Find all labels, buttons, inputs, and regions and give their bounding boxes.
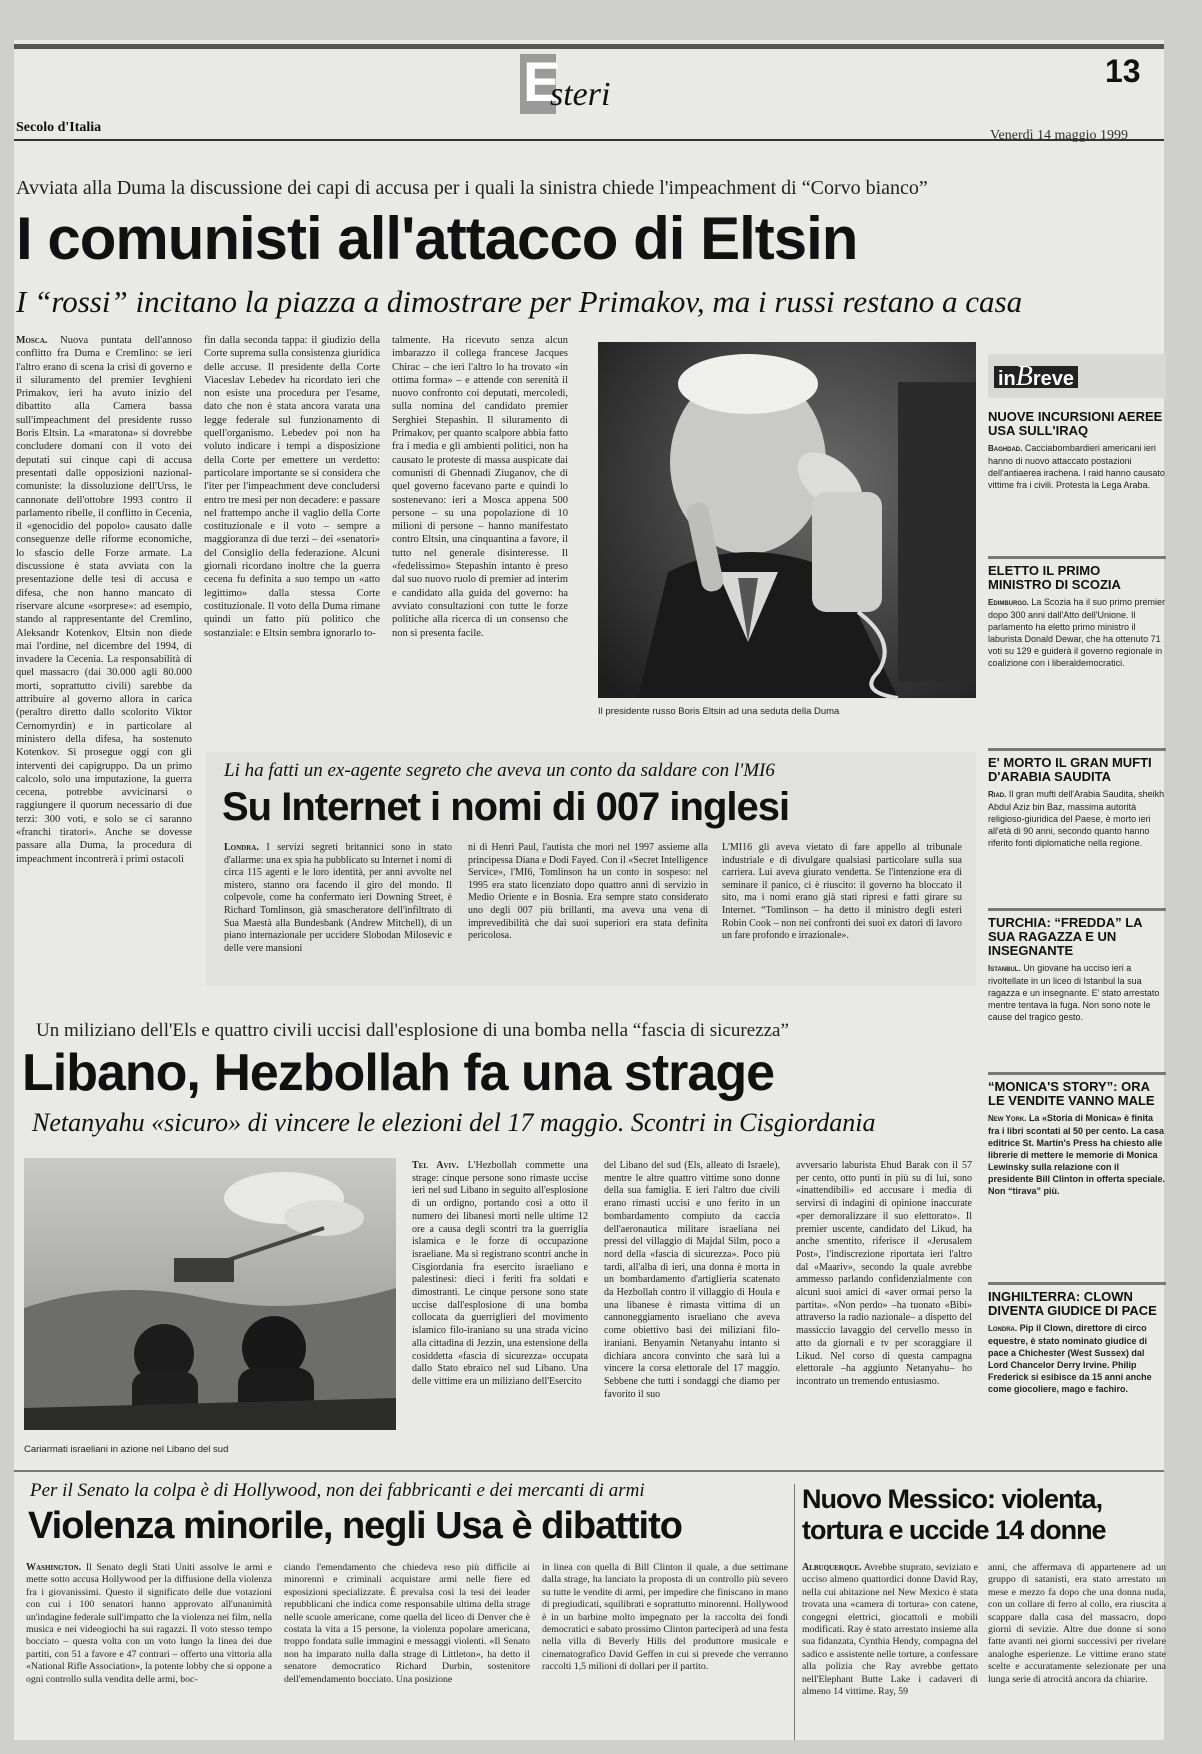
story4-kicker: Per il Senato la colpa è di Hollywood, non dei fabbricanti e dei mercanti di armi <box>30 1480 645 1501</box>
brief-6-text: Pip il Clown, direttore di circo equestre, è stato nominato giudice di pace a Chichester (West Sussex) dal Lord Chancelor Derry Irvine. Philip Frederick si esibisce da 15 anni anche come giocoliere, mago e fachiro. <box>988 1323 1152 1394</box>
story1-headline: I comunisti all'attacco di Eltsin <box>16 205 858 272</box>
lebanon-photo-illustration <box>24 1158 396 1430</box>
story1-col1-text: Nuova puntata dell'annoso conflitto fra Duma e Cremlino: se ieri l'altro erano di scena la crisi di governo e il siluramento del premier Ievghieni Primakov, ieri ha avuto inizio del dibattito alla Camera bassa sull'impeachment del presidente russo Boris Eltsin. La «maratona» si dovrebbe concludere domani con il voto dei deputati sui cinque capi di accusa presentati dalle opposizioni nazional-comuniste: la dissoluzione dell'Urss, le cannonate dell'ottobre 1993 contro il parlamento ribelle, il conflitto in Cecenia, il «genocidio del popolo» causato dalle conseguenze delle riforme economiche, lo sfascio delle Forze armate. La discussione è stata avviata con la presentazione delle tesi di accusa e difesa, che non hanno mancato di riservare alcune «sorprese»: ad esempio, stando al rappresentante del Cremlino, Aleksandr Kotenkov, Eltsin non diede mai l'ordine, nel dicembre del 1994, di invadere la Cecenia. La responsabilità di quel massacro (dai 30.000 agli 80.000 morti, soprattutto civili) sarebbe da attribuire al governo allora in carica (peraltro diretto dallo scolorito Viktor Cernomyrdin) e in particolare al ministero della difesa, ha sostenuto Kotenkov. Si prosegue oggi con gli interventi dei capigruppo. Da un primo calcolo, solo una imputazione, la guerra cecena, potrebbe avvicinarsi o raggiungere il quorum necessario di due terzi: 300 voti, e solo se ci saranno «franchi tiratori». Anche se dovesse passare alla Duma, la procedura di impeachment incontrerà i primi ostacoli <box>16 335 192 865</box>
lebanon-photo <box>24 1158 396 1430</box>
story5-headline-line2: tortura e uccide 14 donne <box>802 1515 1106 1545</box>
brief-separator <box>988 748 1166 751</box>
story2-dateline: Londra. <box>224 842 259 853</box>
story2-col3-text: L'MI16 gli aveva vietato di fare appello al tribunale industriale e di divulgare qualsiasi particolare sulla sua carriera. Lui aveva giurato vendetta. Se l'intenzione era di seminare il panico, ci è riuscito: il governo ha bloccato il sito, ma i nomi erano già stati ripresi e fatti girare su Internet. “Tomlinson – ha detto il ministro degli esteri Robin Cook – non nei confronti dei suoi ex datori di lavoro un fare profondo e irrazionale». <box>722 842 962 942</box>
page-number: 13 <box>1105 53 1141 89</box>
story3-col1-text: L'Hezbollah commette una strage: cinque persone sono rimaste uccise ieri nel sud Libano in seguito all'esplosione di un ordigno, portando così a otto il numero dei libanesi morti nelle ultime 12 ore a causa degli scontri tra la guerriglia islamica e le forze di occupazione israeliane. Ma si registrano scontri anche in Cisgiordania fra esercito israeliano e palestinesi: dieci i feriti fra soldati e dimostranti. Le cinque persone sono state uccise dall'esplosione di una bomba collocata da guerriglieri del movimento islamico filo-iraniano su una strada vicino alla cittadina di Jezzin, una estensione della cosiddetta «fascia di sicurezza» occupata dallo Stato ebraico nel sud Libano. Una delle vittime era un miliziano dell'Esercito <box>412 1160 589 1387</box>
brief-1 <box>988 410 1166 491</box>
brief-separator <box>988 908 1166 911</box>
brief-1-dateline: Baghdad. <box>988 444 1023 453</box>
story4-headline: Violenza minorile, negli Usa è dibattito <box>28 1505 682 1547</box>
story5-col1-text: Avrebbe stuprato, seviziato e ucciso almeno quattordici donne David Ray, nella cui abitazione nel New Mexico è stata trovata una «camera di tortura» con catene, congegni elettrici, giocattoli e mobili modificati. Ray è stato arrestato insieme alla sua fidanzata, Cynthia Hendy, compagna del sadico e assistente nelle torture, a confessare alla polizia che Ray avrebbe gettato nell'Elephant Butte Lake i cadaveri di almeno 14 vittime. Ray, 59 <box>802 1562 978 1698</box>
story1-col1 <box>16 334 192 865</box>
section-initial: E <box>523 50 561 113</box>
eltsin-photo-illustration <box>598 342 976 698</box>
story3-col2-text: del Libano del sud (Els, alleato di Israele), mentre le altre quattro vittime sono donne della sua famiglia. E ieri l'altro due civili erano rimasti uccisi e uno ferito in un bombardamento compiuto da caccia dell'aeronautica militare israeliana nei pressi del villaggio di Majdal Silm, poco a nord della «fascia di sicurezza». Poco più tardi, all'alba di ieri, una donna è morta in un bombardamento d'artiglieria scatenato da Hezbollah contro il villaggio di Houla e una libanese è rimasta vittima di un cannoneggiamento israeliano che aveva come obiettivo basi dei miliziani filo-iraniani. Benyamin Netanyahu intanto si dichiara ancora convinto che sarà lui a vincere la corsa elettorale del 17 maggio. Sebbene che tutti i sondaggi che diamo per favorito il suo <box>604 1160 780 1400</box>
story3-col1 <box>412 1160 588 1450</box>
story3-dateline: Tel Aviv. <box>412 1160 459 1171</box>
story2-col3 <box>722 842 962 980</box>
brief-5-title: “MONICA'S STORY”: ORA LE VENDITE VANNO MALE <box>988 1079 1155 1108</box>
sidebar-brand-rest: reve <box>1032 368 1075 390</box>
story4-col2 <box>284 1562 530 1744</box>
brief-separator <box>988 1072 1166 1075</box>
story3-col3-text: avversario laburista Ehud Barak con il 57 per cento, otto punti in più su di lui, sono «inattendibili» ed accusare i media di servirsi di indagini di opinione inaccurate «per demoralizzare il suo elettorato». Il premier uscente, candidato del Likud, ha anche smentito, riferisce il «Jerusalem Post», l'indiscrezione riportata ieri l'altro dal «Maariv», secondo la quale avrebbe ammesso parlando confidenzialmente con alcuni suoi amici di «aver ormai perso la partita». «Non perdo» –ha tuonato «Bibi» attraverso la radio nazionale– a dispetto del massiccio lavaggio del cervello messo in atto da giornali e tv per scoraggiare il Likud. Nel corso di questa campagna elettorale –ha aggiunto Netanyahu– ho incontrato un tremendo entusiasmo. <box>796 1160 972 1387</box>
story2-col2 <box>468 842 708 980</box>
top-rule <box>14 44 1164 49</box>
story4-col3 <box>542 1562 788 1744</box>
story1-dateline: Mosca. <box>16 335 48 346</box>
story5-col2-text: anni, che affermava di appartenere ad un gruppo di satanisti, era stato arrestato un mese e mezzo fa dopo che una donna nuda, con un collare di ferro al collo, era riuscita a scappare dalla casa del massacro, dopo giorni di sevizie. Altre due donne si sono fatte avanti nei giorni successivi per rivelare analoghe esperienze. Le vittime erano state scelte e accuratamente selezionate per una lunga serie di atrocità ancora da chiarire. <box>988 1562 1166 1685</box>
lebanon-photo-caption: Cariarmati israeliani in azione nel Libano del sud <box>24 1444 229 1455</box>
brief-2-text: La Scozia ha il suo primo premier dopo 300 anni dall'Atto dell'Unione. Il parlamento ha eletto primo ministro il laburista Donald Dewar, che ha ottenuto 71 voti su 129 e guiderà il governo regionale in coalizione con i liberaldemocratici. <box>988 597 1165 668</box>
story4-dateline: Washington. <box>26 1562 82 1573</box>
sidebar-brand-in: in <box>998 368 1016 390</box>
sidebar-header <box>988 354 1166 398</box>
story2-headline: Su Internet i nomi di 007 inglesi <box>222 785 790 829</box>
story5-headline-line1: Nuovo Messico: violenta, <box>802 1484 1103 1514</box>
story2-col1 <box>224 842 452 980</box>
story4-col1 <box>26 1562 272 1744</box>
sidebar-brand <box>994 361 1078 392</box>
brief-3-title: E' MORTO IL GRAN MUFTI D'ARABIA SAUDITA <box>988 755 1152 784</box>
brief-3-dateline: Riad. <box>988 790 1007 799</box>
story2-kicker: Li ha fatti un ex-agente segreto che aveva un conto da saldare con l'MI6 <box>224 760 775 781</box>
story5-divider <box>794 1484 795 1740</box>
brief-6 <box>988 1290 1166 1395</box>
story4-col1-text: Il Senato degli Stati Uniti assolve le armi e mette sotto accusa Hollywood per la diffusione della violenza fra i giovanissimi. Questo il significato delle due votazioni con cui i 100 senatori hanno approvato all'unanimità un'indagine federale sull'impatto che la violenza nei film, nella musica e nei videogiochi ha sui ragazzi. Il voto stesso tempo bocciato – questa volta con un voto lungo la linea dei due partiti, con 51 a favore e 47 contrari – offerto una vittoria alla «National Rifle Association», la potente lobby che si oppone a ogni controllo sulla vendita delle armi, boc- <box>26 1562 272 1685</box>
brief-5-dateline: New York. <box>988 1114 1027 1123</box>
brief-2-dateline: Edimburgo. <box>988 598 1029 607</box>
bottom-rule <box>14 1470 1164 1472</box>
section-title: steri <box>550 76 611 113</box>
eltsin-photo <box>598 342 976 698</box>
story1-col2-text: fin dalla seconda tappa: il giudizio della Corte suprema sulla consistenza giuridica delle accuse. Il presidente della Corte Viaceslav Lebedev ha ricordato ieri che non esiste una procedura per l'esame, dato che non è stata ancora varata una legge federale sul funzionamento di quell'organismo. Lebedev poi non ha voluto indicare i tempi a disposizione della Corte per emettere un verdetto: particolare importante se si considera che l'iter per l'impeachment deve concludersi entro tre mesi per non decadere: e passare nel frattempo anche il vaglio della Corte costituzionale e il voto – sempre a maggioranza di due terzi – dei «senatori» del Consiglio della federazione. Alcuni giornali ricordano inoltre che la guerra cecena fu definita a suo tempo un «atto legittimo» dalla stessa Corte costituzionale. Il voto della Duma rimane quindi un fatto più politico che sostanziale: e Eltsin sembra ignorarlo to- <box>204 335 380 639</box>
brief-4-text: Un giovane ha ucciso ieri a rivoltellate in un liceo di Istanbul la sua ragazza e un insegnante. E' stato arrestato mentre tentava la fuga. Non sono note le cause del tragico gesto. <box>988 963 1160 1022</box>
sidebar-brand-b: B <box>1015 361 1033 392</box>
brief-4 <box>988 916 1166 1023</box>
story3-col2 <box>604 1160 780 1450</box>
story1-col3 <box>392 334 568 754</box>
brief-2-title: ELETTO IL PRIMO MINISTRO DI SCOZIA <box>988 563 1121 592</box>
brief-4-dateline: Istanbul. <box>988 964 1021 973</box>
story2-col1-text: I servizi segreti britannici sono in stato d'allarme: una ex spia ha pubblicato su Internet i nomi di circa 115 agenti e le loro identità, per anni avvolte nel mistero, stanno ora facendo il giro del mondo. Il colpevole, come ha confermato ieri Downing Street, è Richard Tomlinson, già smascheratore dell'infiltrato di Sua Maestà alla Bundesbank (Andrew Mitchell), di un piano internazionale per uccidere Slobodan Milosevic e delle vere mansioni <box>224 842 452 954</box>
brief-5-text: La «Storia di Monica» è finita fra i libri scontati al 50 per cento. La casa editrice St. Martin's Press ha chiesto alle librerie di mettere le memorie di Monica Lewinsky sulla relazione con il presidente Bill Clinton in offerta speciale. Non “tirava” più. <box>988 1113 1166 1196</box>
story1-kicker: Avviata alla Duma la discussione dei capi di accusa per i quali la sinistra chiede l'impeachment di “Corvo bianco” <box>16 177 928 199</box>
story3-kicker: Un miliziano dell'Els e quattro civili uccisi dall'esplosione di una bomba nella “fascia di sicurezza” <box>36 1020 789 1041</box>
story2-col2-text: ni di Henri Paul, l'autista che morì nel 1997 assieme alla principessa Diana e Dodi Fayed. Con il «Secret Intelligence Service», l'MI6, Tomlinson ha un conto in sospeso: nel 1995 era stato licenziato dopo quattro anni di servizio in Medio Oriente e in Bosnia. Era sempre stato considerato uno degli 007 più brillanti, ma aveva una vena di imprevedibilità che dai suoi superiori era stata definita pericolosa. <box>468 842 708 942</box>
issue-date: Venerdì 14 maggio 1999 <box>990 128 1129 143</box>
brief-separator <box>988 1282 1166 1285</box>
story1-subhead: I “rossi” incitano la piazza a dimostrare per Primakov, ma i russi restano a casa <box>16 284 1023 319</box>
brief-2 <box>988 564 1166 669</box>
brief-6-title: INGHILTERRA: CLOWN DIVENTA GIUDICE DI PACE <box>988 1289 1157 1318</box>
brief-1-text: Cacciabombardieri americani ieri hanno di nuovo attaccato postazioni dell'antiaerea irachena. I raid hanno causato vittime fra i civili. Protesta la Lega Araba. <box>988 443 1165 490</box>
story5-col1 <box>802 1562 978 1744</box>
brief-1-title: NUOVE INCURSIONI AEREE USA SULL'IRAQ <box>988 409 1163 438</box>
eltsin-photo-caption: Il presidente russo Boris Eltsin ad una seduta della Duma <box>598 706 840 717</box>
story4-col2-text: ciando l'emendamento che chiedeva reso più difficile ai minorenni e criminali acquistare armi nelle fiere ed esposizioni specializzate. È prevalsa così la tesi dei leader repubblicani che indica come responsabile ultima della strage nelle scuole americane, come quella del liceo di Denver che è costata la vita a 15 persone, la violenza popolare americana, troppo fondata sulle immagini e messaggi violenti. «Il Senato non ha imparato nulla dalla strage di Littleton», ha detto il senatore democratico Richard Durbin, sostenitore dell'emendamento bocciato. Una posizione <box>284 1562 530 1685</box>
paper-name: Secolo d'Italia <box>16 120 102 135</box>
brief-separator <box>988 556 1166 559</box>
story5-col2 <box>988 1562 1166 1744</box>
story3-subhead: Netanyahu «sicuro» di vincere le elezioni del 17 maggio. Scontri in Cisgiordania <box>32 1108 876 1137</box>
story3-col3 <box>796 1160 972 1450</box>
brief-3-text: Il gran mufti dell'Arabia Saudita, sheikh Abdul Aziz bin Baz, massima autorità religioso-giuridica del Paese, è morto ieri all'età di 90 anni, secondo quanto hanno riferito fonti diplomatiche nella regione. <box>988 789 1165 848</box>
story1-col2 <box>204 334 380 754</box>
brief-6-dateline: Londra. <box>988 1324 1018 1333</box>
story1-col3-text: talmente. Ha ricevuto senza alcun imbarazzo il collega francese Jacques Chirac – che ieri l'altro lo ha trovato «in ottima forma» – e attende con serenità il nuovo confronto coi deputati, mercoledì, sulla nomina del candidato premier Serghiei Stepashin. Il siluramento di Primakov, per quanto scalpore abbia fatto fra i media e gli ambienti politici, non ha causato le proteste di massa auspicate dai comunisti di Ghennadi Ziuganov, che di quel governo facevano parte e quindi lo sostenevano: ieri a Mosca appena 500 persone – su una popolazione di 10 milioni di persone – hanno manifestato contro Eltsin, una cinquantina a favore, il tutto nel generale disinteresse. Il «fedelissimo» Stepashin intanto è preso dal suo nuovo ruolo di premier ad interim e candidato alla guida del governo: ha avviato consultazioni con tutte le forze politiche alla ricerca di un consenso che non si presenta facile. <box>392 335 568 639</box>
story4-col3-text: in linea con quella di Bill Clinton il quale, a due settimane dalla strage, ha lanciato la proposta di un controllo più severo su tutte le vendite di armi, per impedire che finiscano in mano di pregiudicati, squilibrati e soprattutto minorenni. Hollywood è in un barbine molto impegnato per la raccolta dei fondi democratici e sabato prossimo Clinton parteciperà ad una festa nella villa di Beverly Hills del produttore musicale e cinematografico David Geffen in cui si prevede che verranno raccolti 1,5 milioni di dollari per il partito. <box>542 1562 788 1673</box>
brief-5 <box>988 1080 1166 1197</box>
story5-dateline: Albuquerque. <box>802 1562 862 1573</box>
brief-3 <box>988 756 1166 849</box>
brief-4-title: TURCHIA: “FREDDA” LA SUA RAGAZZA E UN INSEGNANTE <box>988 915 1143 958</box>
story3-headline: Libano, Hezbollah fa una strage <box>22 1044 774 1102</box>
